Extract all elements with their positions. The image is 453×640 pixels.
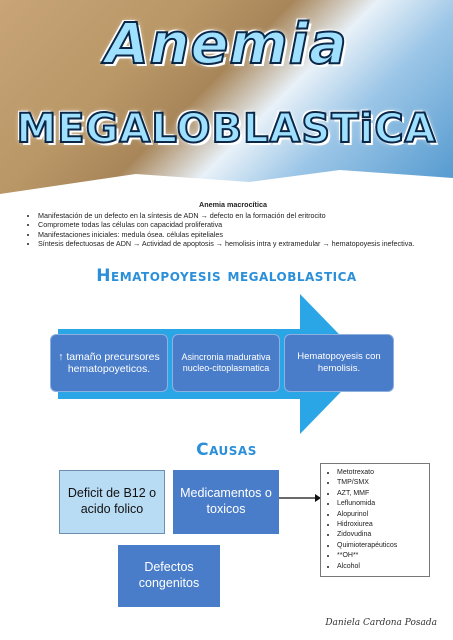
drug-item: • Hidroxiurea (337, 520, 425, 530)
banner-torn-edge (0, 170, 453, 200)
drug-item: • Zidovudina (337, 530, 425, 540)
connector-arrow (279, 490, 323, 506)
notes-heading: Anemia macrocítica (199, 200, 267, 209)
notes-section (28, 200, 438, 249)
hematopoyesis-box-asincronia: Asincronia madurativa nucleo-citoplasmatica (172, 334, 280, 392)
causas-title: Causas (196, 440, 257, 460)
drug-list-box (320, 463, 430, 577)
cause-medicamentos: Medicamentos o toxicos (173, 470, 279, 534)
notes-item: • Compromete todas las células con capacidad proliferativa (38, 220, 438, 230)
drug-item: • TMP/SMX (337, 478, 425, 488)
drug-list (323, 468, 425, 572)
drug-item: • **OH** (337, 551, 425, 561)
notes-item: • Manifestaciones iniciales: medula ósea. células epiteliales (38, 230, 438, 240)
notes-list (28, 211, 438, 249)
hematopoyesis-box-size: ↑ tamaño precursores hematopoyeticos. (50, 334, 168, 392)
cause-deficit-b12: Deficit de B12 o acido folico (59, 470, 165, 534)
cause-defectos-congenitos: Defectos congenitos (118, 545, 220, 607)
notes-item: • Síntesis defectuosas de ADN → Actividad de apoptosis → hemolisis intra y extramedular → hematopoyesis inefectiva. (38, 239, 438, 249)
title-megaloblastica: MEGALOBLASTiCA (16, 106, 437, 152)
drug-item: • AZT, MMF (337, 489, 425, 499)
hematopoyesis-title: Hematopoyesis megaloblastica (96, 266, 357, 286)
drug-item: • Alcohol (337, 562, 425, 572)
notes-item: • Manifestación de un defecto en la síntesis de ADN → defecto en la formación del eritrocito (38, 211, 438, 221)
drug-item: • Leflunomida (337, 499, 425, 509)
hematopoyesis-box-hemolisis: Hematopoyesis con hemolisis. (284, 334, 394, 392)
author-signature: Daniela Cardona Posada (325, 618, 437, 628)
drug-item: • Metotrexato (337, 468, 425, 478)
title-anemia: Anemia (105, 12, 348, 77)
drug-item: • Quimioterapéuticos (337, 541, 425, 551)
drug-item: • Alopurinol (337, 510, 425, 520)
